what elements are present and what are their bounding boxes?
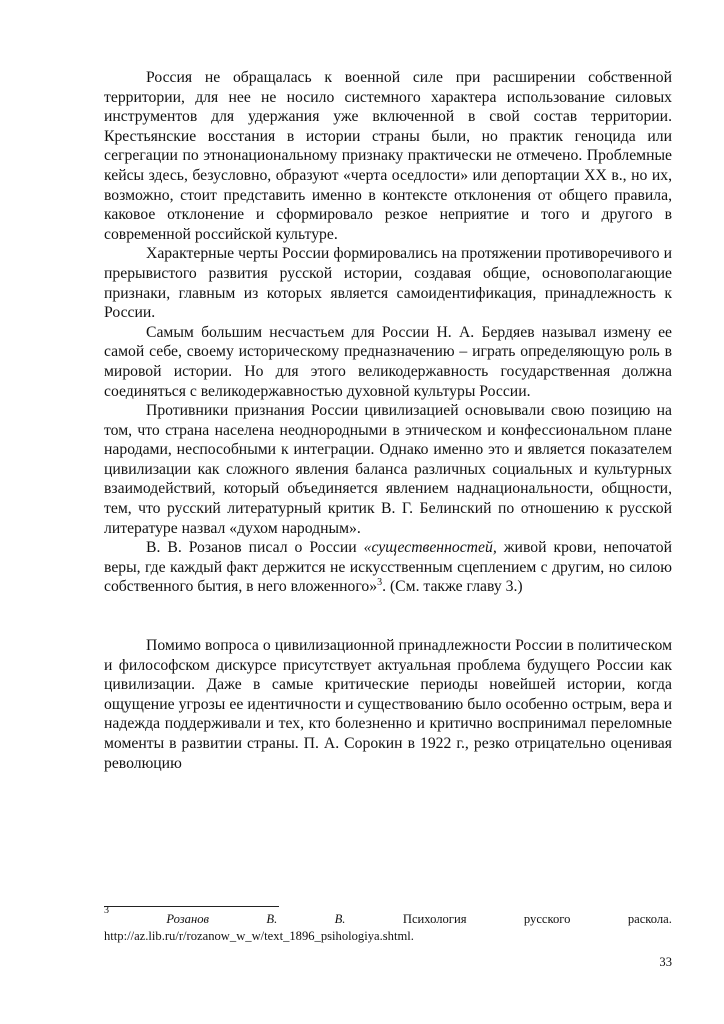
footnote-word-3: раскола.	[627, 912, 672, 926]
page-number: 33	[659, 955, 672, 969]
paragraph-territory: Россия не обращалась к военной силе при расширении собственной территории, для нее не носило системного характера использование силовых инструментов для удержания уже включенной в свой состав территории. Крестьянские восстания в истории страны были, но практик геноцида или сегрегации по этнонациональному признаку практически не отмечено. Проблемные кейсы здесь, безусловно, образуют «черта оседлости» или депортации XX в., но их, возможно, стоит представить именно в контексте отклонения от общего правила, каковое отклонение и сформировало резкое неприятие и того и другого в современной российской культуре.	[104, 69, 672, 243]
footnote-reference[interactable]: 3	[377, 577, 383, 589]
paragraph-berdyaev: Самым большим несчастьем для России Н. А. Бердяев называл измену ее самой себе, своему историческому предназначению – играть определяющую роль в мировой истории. Но для этого великодержавность государственная должна соединяться с великодержавностью духовной культуры России.	[104, 323, 672, 400]
footnote-line	[104, 905, 672, 928]
footnote-author: Розанов	[166, 912, 209, 926]
footnote-word-2: русского	[523, 912, 571, 926]
paragraph-future: Помимо вопроса о цивилизационной принадлежности России в политическом и философском дискурсе присутствует актуальная проблема будущего России как цивилизации. Даже в самые критические периоды новейшей истории, когда ощущение угрозы ее идентичности и существованию было особенно острым, вера и надежда поддерживали и тех, кто болезненно и критично воспринимал переломные моменты в развитии страны. П. А. Сорокин в 1922 г., резко отрицательно оценивая революцию	[104, 637, 672, 772]
footnote-initial-1: В.	[266, 912, 278, 926]
rozanov-quote-italic: «существенностей,	[363, 539, 497, 557]
footnote-separator	[104, 906, 279, 907]
paragraph-characteristic-features: Характерные черты России формировались на протяжении противоречивого и прерывистого развития русской истории, создавая общие, основополагающие признаки, главным из которых является самоидентификация, принадлежность к России.	[104, 245, 672, 322]
body-text	[104, 68, 672, 773]
rozanov-see-also: . (См. также главу 3.)	[382, 578, 523, 596]
rozanov-quote: живой крови, непочатой веры, где каждый факт держится не искусственным сцеплением с другим, но силою собственного бытия, в него вложенного»	[104, 539, 672, 596]
paragraph-gap	[104, 597, 672, 636]
rozanov-intro: В. В. Розанов писал о России	[146, 539, 364, 557]
footnote-url[interactable]: http://az.lib.ru/r/rozanow_w_w/text_1896_psihologiya.shtml.	[104, 929, 414, 943]
footnote-title: Психология	[402, 912, 467, 926]
paragraph-opponents: Противники признания России цивилизацией основывали свою позицию на том, что страна населена неоднородными в этническом и конфессиональном плане народами, неспособными к интеграции. Однако именно это и является показателем цивилизации как сложного явления баланса различных социальных и культурных взаимодействий, который объединяется явлением наднациональности, общности, тем, что русский литературный критик В. Г. Белинский по отношению к русской литературе назвал «духом народным».	[104, 402, 672, 537]
footnote-number: 3	[104, 905, 109, 916]
footnote-initial-2: В.	[334, 912, 346, 926]
paragraph-rozanov	[104, 538, 672, 597]
footnote	[104, 905, 672, 945]
